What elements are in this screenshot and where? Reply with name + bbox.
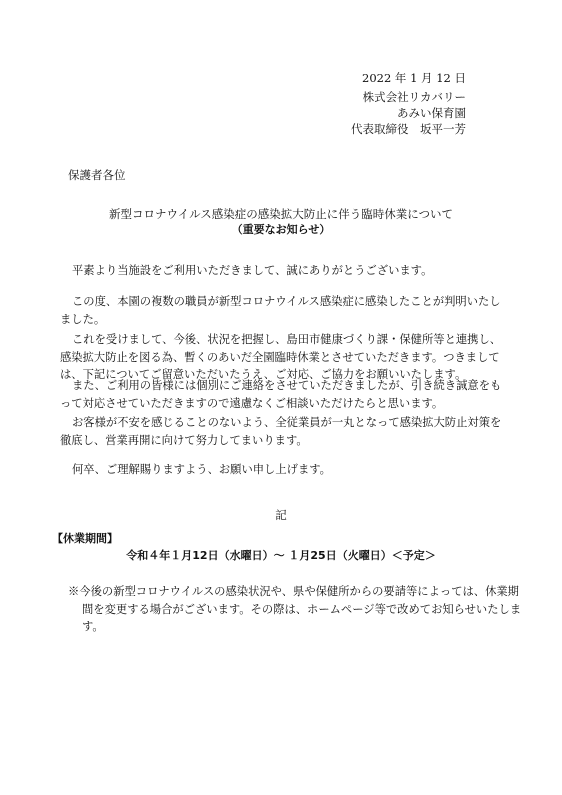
notice-subtitle: （重要なお知らせ） [231,223,331,236]
body-paragraph-1: 平素より当施設をご利用いただきまして、誠にありがとうございます。 [72,264,433,277]
body-paragraph-3: これを受けまして、今後、状況を把握し、島田市健康づくり課・保健所等と連携し、感染拡大防止を図る為、暫くのあいだ全園臨時休業とさせていただきます。つきましては、下記についてご留意いただいたうえ、ご対応、ご協力をお願いいたします。 [60,333,502,381]
body-paragraph-2: この度、本園の複数の職員が新型コロナウイルス感染症に感染したことが判明いたしました。 [60,295,501,326]
closure-period-dates: 令和４年１月12日（水曜日）～ １月25日（火曜日）＜予定＞ [126,549,436,562]
closure-period-heading: 【休業期間】 [52,532,118,545]
body-paragraph-5: お客様が不安を感じることのないよう、全従業員が一丸となって感染拡大防止対策を徹底し、営業再開に向けて努力してまいります。 [60,416,502,447]
closure-note: ※今後の新型コロナウイルスの感染状況や、県や保健所からの要請等によっては、休業期間を変更する場合がございます。その際は、ホームページ等で改めてお知らせいたします。 [68,585,522,633]
facility-name: あみい保育園 [397,106,466,120]
notice-title: 新型コロナウイルス感染症の感染拡大防止に伴う臨時休業について [108,207,454,221]
body-paragraph-6: 何卒、ご理解賜りますよう、お願い申し上げます。 [72,463,331,476]
ki-marker: 記 [275,508,287,522]
representative-name: 代表取締役 坂平一芳 [351,122,466,136]
body-paragraph-4: また、ご利用の皆様には個別にご連絡をさせていただきましたが、引き続き誠意をもって対応させていただきますので遠慮なくご相談いただけたらと思います。 [60,379,502,410]
sender-block [351,89,466,137]
issue-date: 2022 年 1 月 12 日 [362,71,466,85]
addressee: 保護者各位 [68,168,126,182]
company-name: 株式会社リカバリー [362,90,466,104]
